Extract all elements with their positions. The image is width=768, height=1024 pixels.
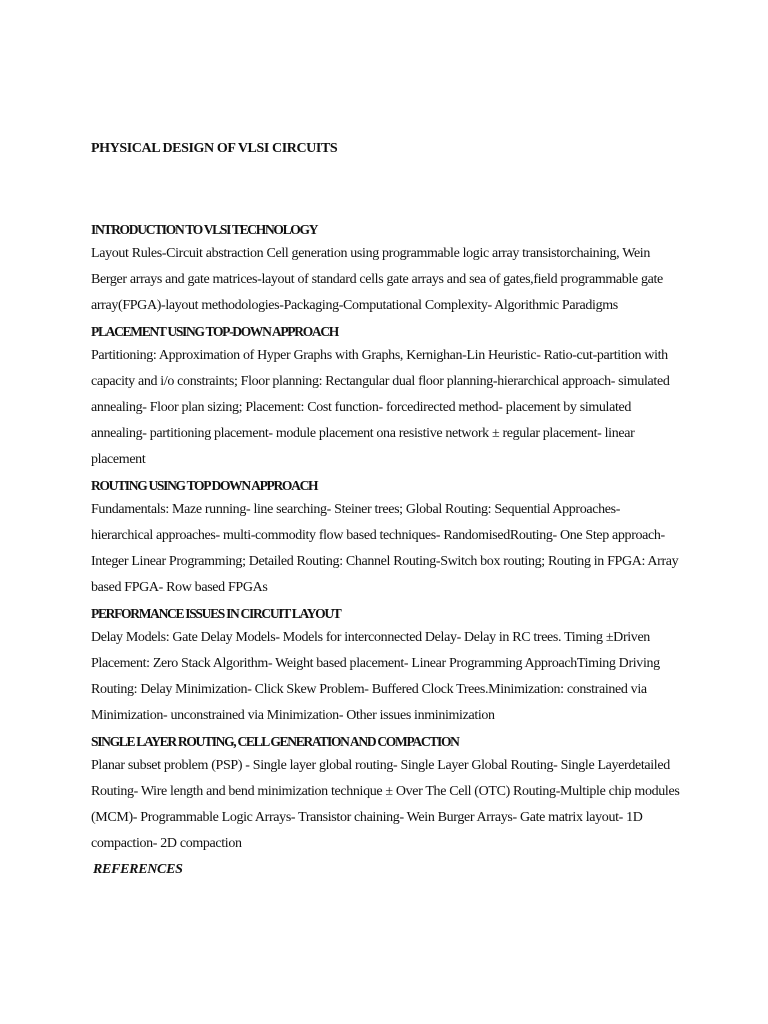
section-heading: PLACEMENT USING TOP-DOWN APPROACH bbox=[91, 324, 339, 339]
section-body: Delay Models: Gate Delay Models- Models for interconnected Delay- Delay in RC trees. Timing ±Driven Placement: Zero Stack Algorithm- Weight based placement- Linear Programming ApproachTiming Driving Routing: Delay Minimization- Click Skew Problem- Buffered Clock Trees.Minimization: constrained via Minimization- unconstrained via Minimization- Other issues inminimization bbox=[91, 630, 660, 723]
section-heading: SINGLE LAYER ROUTING, CELL GENERATION AND COMPACTION bbox=[91, 734, 459, 749]
section-body: Partitioning: Approximation of Hyper Graphs with Graphs, Kernighan-Lin Heuristic- Ratio-cut-partition with capacity and i/o constraints; Floor planning: Rectangular dual floor planning-hierarchical approach- simulated annealing- Floor plan sizing; Placement: Cost function- forcedirected method- placement by simulated annealing- partitioning placement- module placement ona resistive network ± regular placement- linear placement bbox=[91, 348, 670, 467]
section-placement bbox=[91, 321, 681, 473]
section-routing bbox=[91, 475, 681, 601]
document-title: PHYSICAL DESIGN OF VLSI CIRCUITS bbox=[91, 141, 338, 156]
section-introduction bbox=[91, 219, 681, 319]
section-body: Planar subset problem (PSP) - Single layer global routing- Single Layer Global Routing- Single Layerdetailed Routing- Wire length and bend minimization technique ± Over The Cell (OTC) Routing-Multiple chip modules (MCM)- Programmable Logic Arrays- Transistor chaining- Wein Burger Arrays- Gate matrix layout- 1D compaction- 2D compaction bbox=[91, 758, 680, 851]
section-heading: PERFORMANCE ISSUES IN CIRCUIT LAYOUT bbox=[91, 606, 341, 621]
syllabus-content bbox=[91, 219, 681, 881]
section-heading: INTRODUCTION TO VLSI TECHNOLOGY bbox=[91, 222, 318, 237]
section-heading: ROUTING USING TOP DOWN APPROACH bbox=[91, 478, 318, 493]
section-performance bbox=[91, 603, 681, 729]
section-body: Layout Rules-Circuit abstraction Cell generation using programmable logic array transistorchaining, Wein Berger arrays and gate matrices-layout of standard cells gate arrays and sea of gates,field programmable gate array(FPGA)-layout methodologies-Packaging-Computational Complexity- Algorithmic Paradigms bbox=[91, 246, 663, 313]
references-heading: REFERENCES bbox=[93, 862, 183, 877]
section-body: Fundamentals: Maze running- line searching- Steiner trees; Global Routing: Sequential Approaches- hierarchical approaches- multi-commodity flow based techniques- RandomisedRouting- One Step approach- Integer Linear Programming; Detailed Routing: Channel Routing-Switch box routing; Routing in FPGA: Array based FPGA- Row based FPGAs bbox=[91, 502, 679, 595]
section-single-layer-routing bbox=[91, 731, 681, 857]
